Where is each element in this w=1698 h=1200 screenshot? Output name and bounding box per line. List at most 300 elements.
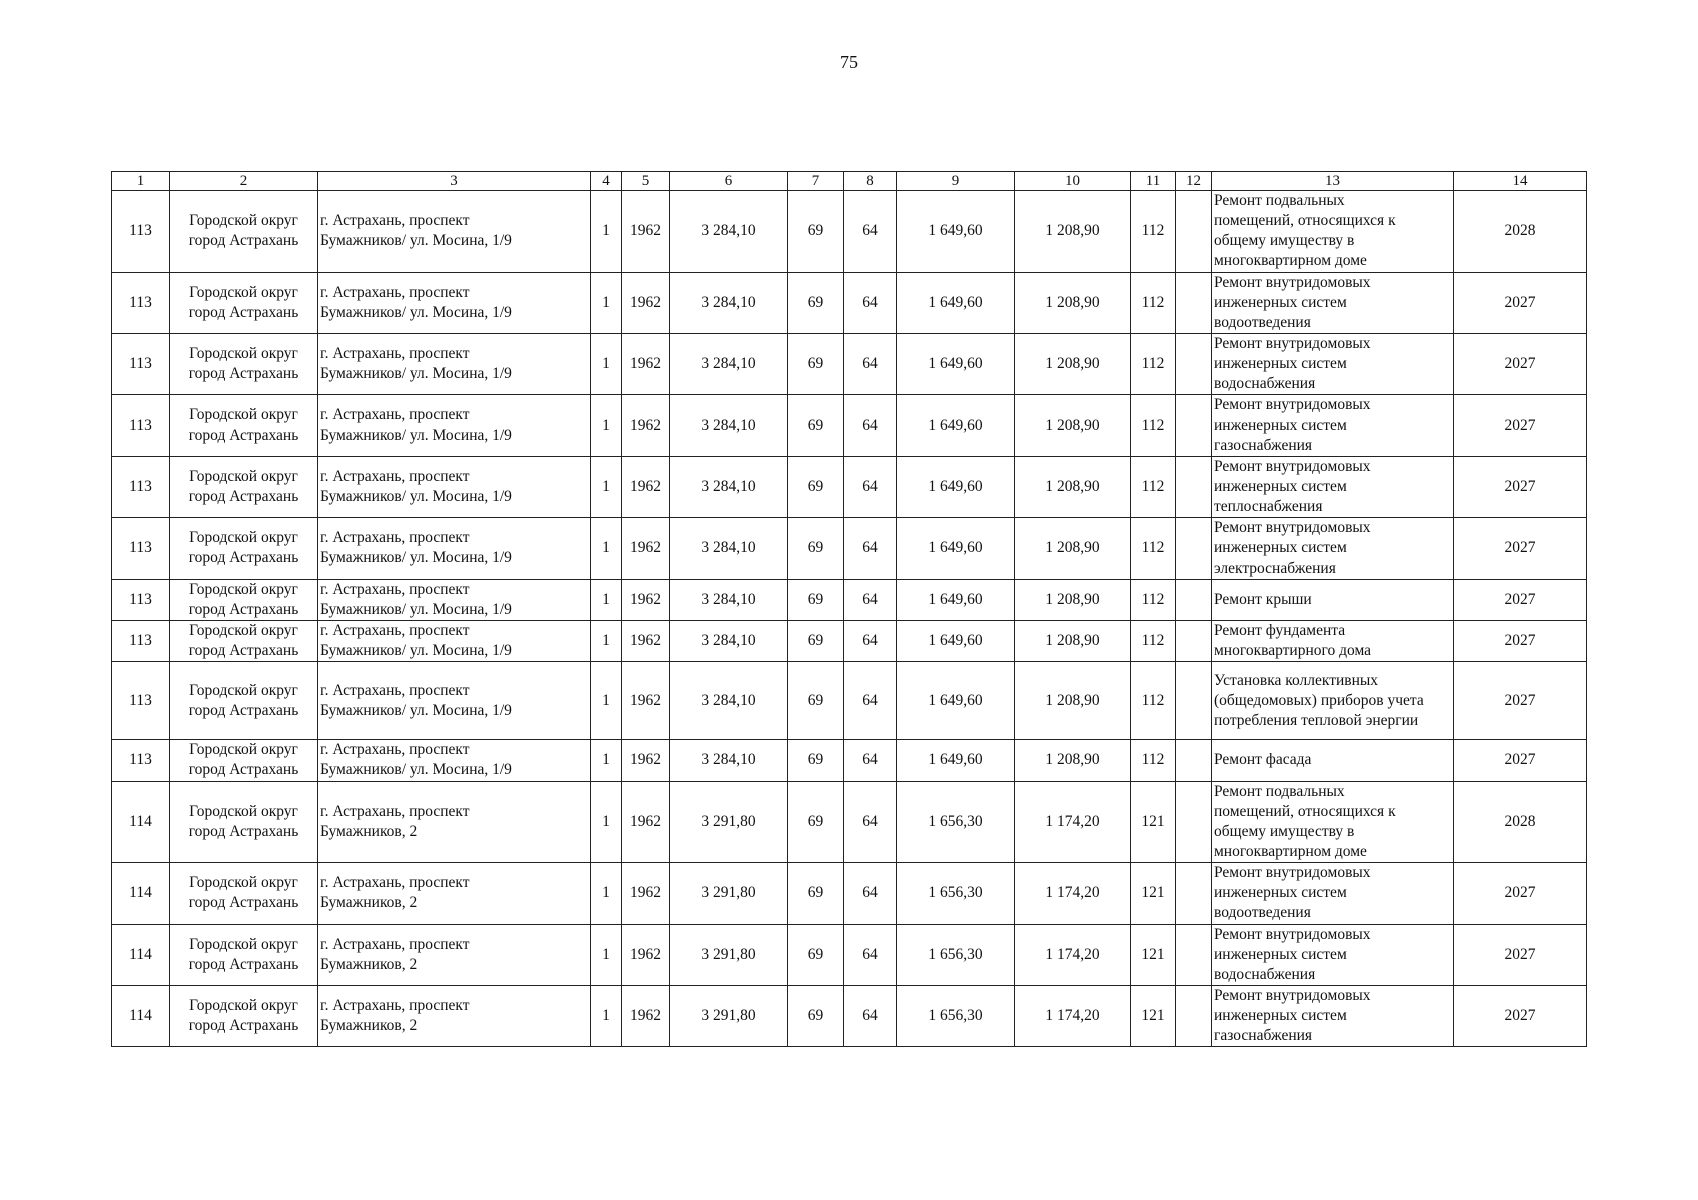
cell-municipality	[170, 620, 318, 661]
cell-work-type-line-1: Ремонт внутридомовых	[1214, 986, 1371, 1004]
cell-address-line-2: Бумажников/ ул. Мосина, 1/9	[320, 303, 512, 321]
cell-planned-year: 2027	[1454, 985, 1587, 1046]
cell-work-type-line-1: Ремонт внутридомовых	[1214, 273, 1371, 291]
cell-row-number: 114	[112, 924, 170, 985]
cell-col-8: 64	[844, 740, 897, 781]
cell-col-4: 1	[591, 863, 622, 924]
cell-address-line-1: г. Астрахань, проспект	[320, 283, 470, 301]
cell-address	[318, 740, 591, 781]
cell-col-7: 69	[788, 985, 844, 1046]
cell-col-10: 1 174,20	[1015, 781, 1131, 863]
cell-planned-year: 2027	[1454, 924, 1587, 985]
column-header-10: 10	[1015, 172, 1131, 191]
table-row	[112, 191, 1587, 273]
column-header-9: 9	[897, 172, 1015, 191]
cell-work-type	[1212, 620, 1454, 661]
cell-col-11: 121	[1131, 924, 1176, 985]
cell-work-type	[1212, 740, 1454, 781]
cell-address-line-1: г. Астрахань, проспект	[320, 406, 470, 424]
cell-work-type-line-1: Ремонт фасада	[1214, 751, 1312, 769]
cell-address	[318, 518, 591, 579]
cell-col-12	[1176, 924, 1212, 985]
cell-address-line-2: Бумажников/ ул. Мосина, 1/9	[320, 549, 512, 567]
cell-col-11: 112	[1131, 579, 1176, 620]
cell-work-type-line-3: водоотведения	[1214, 313, 1311, 331]
column-header-2: 2	[170, 172, 318, 191]
cell-col-4: 1	[591, 518, 622, 579]
cell-municipality-line-1: Городской округ	[189, 580, 298, 598]
cell-municipality	[170, 395, 318, 456]
cell-col-9: 1 649,60	[897, 333, 1015, 394]
cell-municipality-line-1: Городской округ	[189, 212, 298, 230]
cell-year: 1962	[622, 662, 670, 740]
cell-year: 1962	[622, 191, 670, 273]
column-header-4: 4	[591, 172, 622, 191]
cell-col-6: 3 284,10	[670, 518, 788, 579]
cell-work-type	[1212, 191, 1454, 273]
cell-work-type-line-3: водоснабжения	[1214, 375, 1316, 393]
cell-col-9: 1 656,30	[897, 863, 1015, 924]
cell-planned-year: 2027	[1454, 272, 1587, 333]
cell-col-6: 3 291,80	[670, 781, 788, 863]
cell-work-type-line-2: многоквартирного дома	[1214, 642, 1372, 660]
cell-municipality-line-2: город Астрахань	[188, 426, 299, 444]
cell-col-8: 64	[844, 863, 897, 924]
cell-col-7: 69	[788, 740, 844, 781]
cell-work-type-line-2: инженерных систем	[1214, 293, 1347, 311]
cell-work-type-line-3: водоотведения	[1214, 904, 1311, 922]
cell-work-type-line-4: многоквартирном доме	[1214, 252, 1367, 270]
cell-work-type-line-3: общему имуществу в	[1214, 822, 1355, 840]
table-row	[112, 272, 1587, 333]
cell-address	[318, 662, 591, 740]
column-header-8: 8	[844, 172, 897, 191]
cell-col-10: 1 208,90	[1015, 191, 1131, 273]
cell-municipality-line-2: город Астрахань	[188, 822, 299, 840]
cell-address-line-2: Бумажников, 2	[320, 1017, 418, 1035]
cell-address-line-1: г. Астрахань, проспект	[320, 621, 470, 639]
column-header-14: 14	[1454, 172, 1587, 191]
cell-col-10: 1 208,90	[1015, 456, 1131, 517]
cell-year: 1962	[622, 740, 670, 781]
cell-col-9: 1 656,30	[897, 924, 1015, 985]
cell-col-12	[1176, 272, 1212, 333]
cell-col-4: 1	[591, 985, 622, 1046]
cell-planned-year: 2027	[1454, 333, 1587, 394]
cell-row-number: 113	[112, 620, 170, 661]
table-row	[112, 781, 1587, 863]
cell-col-4: 1	[591, 924, 622, 985]
cell-col-9: 1 649,60	[897, 395, 1015, 456]
cell-col-6: 3 284,10	[670, 620, 788, 661]
cell-col-8: 64	[844, 191, 897, 273]
cell-year: 1962	[622, 781, 670, 863]
cell-work-type-line-2: (общедомовых) приборов учета	[1214, 691, 1424, 709]
cell-municipality-line-2: город Астрахань	[188, 365, 299, 383]
cell-col-7: 69	[788, 191, 844, 273]
cell-municipality-line-1: Городской округ	[189, 283, 298, 301]
cell-address	[318, 456, 591, 517]
cell-work-type	[1212, 985, 1454, 1046]
cell-address	[318, 333, 591, 394]
cell-municipality-line-1: Городской округ	[189, 406, 298, 424]
cell-municipality-line-1: Городской округ	[189, 529, 298, 547]
cell-municipality-line-2: город Астрахань	[188, 761, 299, 779]
cell-row-number: 114	[112, 985, 170, 1046]
cell-work-type-line-2: инженерных систем	[1214, 1007, 1347, 1025]
cell-work-type	[1212, 333, 1454, 394]
cell-work-type-line-1: Ремонт внутридомовых	[1214, 925, 1371, 943]
cell-work-type-line-3: электроснабжения	[1214, 559, 1336, 577]
column-header-11: 11	[1131, 172, 1176, 191]
cell-col-6: 3 284,10	[670, 456, 788, 517]
cell-address-line-2: Бумажников/ ул. Мосина, 1/9	[320, 761, 512, 779]
table-row	[112, 924, 1587, 985]
column-header-5: 5	[622, 172, 670, 191]
cell-col-11: 112	[1131, 191, 1176, 273]
header-row	[112, 172, 1587, 191]
cell-address	[318, 191, 591, 273]
cell-work-type	[1212, 924, 1454, 985]
cell-year: 1962	[622, 333, 670, 394]
cell-municipality-line-2: город Астрахань	[188, 549, 299, 567]
cell-col-4: 1	[591, 620, 622, 661]
cell-col-9: 1 649,60	[897, 191, 1015, 273]
cell-work-type-line-2: инженерных систем	[1214, 884, 1347, 902]
cell-row-number: 114	[112, 863, 170, 924]
cell-municipality	[170, 863, 318, 924]
cell-work-type	[1212, 863, 1454, 924]
cell-col-10: 1 174,20	[1015, 924, 1131, 985]
cell-col-6: 3 284,10	[670, 333, 788, 394]
cell-municipality	[170, 662, 318, 740]
cell-col-10: 1 208,90	[1015, 272, 1131, 333]
cell-col-9: 1 649,60	[897, 740, 1015, 781]
cell-col-11: 121	[1131, 863, 1176, 924]
cell-col-6: 3 284,10	[670, 740, 788, 781]
cell-municipality-line-1: Городской округ	[189, 935, 298, 953]
cell-col-8: 64	[844, 518, 897, 579]
cell-col-8: 64	[844, 395, 897, 456]
cell-address-line-1: г. Астрахань, проспект	[320, 874, 470, 892]
cell-col-9: 1 649,60	[897, 579, 1015, 620]
cell-col-12	[1176, 518, 1212, 579]
cell-year: 1962	[622, 395, 670, 456]
cell-year: 1962	[622, 924, 670, 985]
cell-planned-year: 2028	[1454, 191, 1587, 273]
cell-planned-year: 2027	[1454, 740, 1587, 781]
cell-col-6: 3 284,10	[670, 272, 788, 333]
cell-col-8: 64	[844, 333, 897, 394]
cell-year: 1962	[622, 272, 670, 333]
cell-work-type-line-1: Ремонт внутридомовых	[1214, 519, 1371, 537]
cell-row-number: 113	[112, 579, 170, 620]
cell-address	[318, 781, 591, 863]
cell-address-line-1: г. Астрахань, проспект	[320, 467, 470, 485]
cell-municipality	[170, 985, 318, 1046]
cell-municipality	[170, 272, 318, 333]
cell-planned-year: 2027	[1454, 579, 1587, 620]
cell-work-type	[1212, 456, 1454, 517]
cell-planned-year: 2027	[1454, 456, 1587, 517]
cell-address-line-2: Бумажников, 2	[320, 822, 418, 840]
cell-col-7: 69	[788, 395, 844, 456]
page-number: 75	[840, 52, 858, 72]
cell-col-6: 3 284,10	[670, 395, 788, 456]
cell-address-line-1: г. Астрахань, проспект	[320, 580, 470, 598]
cell-address-line-1: г. Астрахань, проспект	[320, 345, 470, 363]
cell-municipality	[170, 191, 318, 273]
cell-work-type	[1212, 518, 1454, 579]
cell-year: 1962	[622, 620, 670, 661]
cell-col-11: 112	[1131, 272, 1176, 333]
cell-work-type-line-3: теплоснабжения	[1214, 498, 1323, 516]
cell-col-6: 3 284,10	[670, 191, 788, 273]
cell-work-type-line-2: инженерных систем	[1214, 539, 1347, 557]
cell-col-11: 112	[1131, 456, 1176, 517]
cell-col-11: 112	[1131, 333, 1176, 394]
cell-year: 1962	[622, 518, 670, 579]
cell-row-number: 113	[112, 740, 170, 781]
cell-work-type-line-2: помещений, относящихся к	[1214, 212, 1396, 230]
cell-address-line-1: г. Астрахань, проспект	[320, 529, 470, 547]
cell-col-10: 1 208,90	[1015, 395, 1131, 456]
cell-municipality	[170, 518, 318, 579]
cell-work-type-line-3: газоснабжения	[1214, 436, 1313, 454]
cell-address-line-1: г. Астрахань, проспект	[320, 802, 470, 820]
table-row	[112, 863, 1587, 924]
column-header-3: 3	[318, 172, 591, 191]
cell-col-10: 1 208,90	[1015, 662, 1131, 740]
cell-col-8: 64	[844, 662, 897, 740]
cell-municipality-line-2: город Астрахань	[188, 642, 299, 660]
cell-municipality	[170, 924, 318, 985]
cell-municipality-line-1: Городской округ	[189, 996, 298, 1014]
cell-col-7: 69	[788, 620, 844, 661]
cell-municipality	[170, 333, 318, 394]
cell-address	[318, 620, 591, 661]
cell-planned-year: 2027	[1454, 518, 1587, 579]
cell-work-type-line-1: Установка коллективных	[1214, 671, 1379, 689]
cell-work-type	[1212, 395, 1454, 456]
cell-col-12	[1176, 620, 1212, 661]
cell-col-11: 112	[1131, 395, 1176, 456]
cell-planned-year: 2028	[1454, 781, 1587, 863]
cell-work-type-line-4: многоквартирном доме	[1214, 842, 1367, 860]
cell-work-type-line-1: Ремонт фундамента	[1214, 621, 1346, 639]
cell-col-9: 1 649,60	[897, 662, 1015, 740]
cell-col-9: 1 649,60	[897, 272, 1015, 333]
cell-municipality-line-2: город Астрахань	[188, 600, 299, 618]
cell-col-11: 112	[1131, 740, 1176, 781]
cell-work-type-line-3: газоснабжения	[1214, 1027, 1313, 1045]
cell-work-type-line-1: Ремонт внутридомовых	[1214, 334, 1371, 352]
cell-col-7: 69	[788, 579, 844, 620]
cell-address-line-1: г. Астрахань, проспект	[320, 681, 470, 699]
registry-table	[111, 171, 1587, 1047]
cell-municipality-line-2: город Астрахань	[188, 955, 299, 973]
cell-col-9: 1 649,60	[897, 620, 1015, 661]
cell-planned-year: 2027	[1454, 662, 1587, 740]
cell-col-7: 69	[788, 333, 844, 394]
cell-planned-year: 2027	[1454, 620, 1587, 661]
cell-col-4: 1	[591, 579, 622, 620]
cell-municipality-line-1: Городской округ	[189, 621, 298, 639]
table-row	[112, 662, 1587, 740]
cell-row-number: 113	[112, 662, 170, 740]
cell-col-8: 64	[844, 924, 897, 985]
cell-col-6: 3 291,80	[670, 985, 788, 1046]
cell-municipality-line-1: Городской округ	[189, 467, 298, 485]
cell-work-type-line-2: инженерных систем	[1214, 945, 1347, 963]
cell-col-12	[1176, 985, 1212, 1046]
cell-col-10: 1 174,20	[1015, 863, 1131, 924]
cell-address-line-1: г. Астрахань, проспект	[320, 741, 470, 759]
cell-address-line-1: г. Астрахань, проспект	[320, 996, 470, 1014]
cell-work-type-line-1: Ремонт внутридомовых	[1214, 396, 1371, 414]
cell-col-9: 1 656,30	[897, 781, 1015, 863]
table-body	[112, 191, 1587, 1047]
cell-address	[318, 863, 591, 924]
cell-municipality-line-1: Городской округ	[189, 874, 298, 892]
table-row	[112, 333, 1587, 394]
cell-col-12	[1176, 579, 1212, 620]
cell-col-8: 64	[844, 620, 897, 661]
cell-row-number: 113	[112, 395, 170, 456]
cell-col-7: 69	[788, 456, 844, 517]
cell-col-4: 1	[591, 395, 622, 456]
cell-col-4: 1	[591, 662, 622, 740]
cell-address-line-2: Бумажников/ ул. Мосина, 1/9	[320, 232, 512, 250]
cell-work-type-line-2: инженерных систем	[1214, 355, 1347, 373]
cell-col-12	[1176, 333, 1212, 394]
cell-municipality	[170, 740, 318, 781]
cell-planned-year: 2027	[1454, 863, 1587, 924]
cell-municipality	[170, 781, 318, 863]
cell-municipality-line-2: город Астрахань	[188, 303, 299, 321]
cell-address-line-2: Бумажников, 2	[320, 955, 418, 973]
cell-row-number: 113	[112, 518, 170, 579]
cell-col-8: 64	[844, 781, 897, 863]
cell-municipality-line-1: Городской округ	[189, 681, 298, 699]
cell-col-11: 112	[1131, 662, 1176, 740]
cell-address	[318, 272, 591, 333]
cell-address-line-2: Бумажников/ ул. Мосина, 1/9	[320, 488, 512, 506]
cell-address-line-2: Бумажников, 2	[320, 894, 418, 912]
column-header-1: 1	[112, 172, 170, 191]
cell-address-line-1: г. Астрахань, проспект	[320, 212, 470, 230]
cell-work-type-line-3: общему имуществу в	[1214, 232, 1355, 250]
cell-year: 1962	[622, 863, 670, 924]
table-row	[112, 456, 1587, 517]
cell-address-line-2: Бумажников/ ул. Мосина, 1/9	[320, 600, 512, 618]
column-header-13: 13	[1212, 172, 1454, 191]
cell-municipality-line-1: Городской округ	[189, 741, 298, 759]
table-row	[112, 395, 1587, 456]
cell-col-7: 69	[788, 518, 844, 579]
cell-col-6: 3 291,80	[670, 863, 788, 924]
cell-municipality-line-2: город Астрахань	[188, 894, 299, 912]
cell-work-type	[1212, 662, 1454, 740]
cell-col-12	[1176, 191, 1212, 273]
cell-col-7: 69	[788, 781, 844, 863]
column-header-7: 7	[788, 172, 844, 191]
cell-work-type-line-2: инженерных систем	[1214, 477, 1347, 495]
cell-work-type-line-3: потребления тепловой энергии	[1214, 711, 1419, 729]
cell-work-type-line-2: помещений, относящихся к	[1214, 802, 1396, 820]
cell-municipality	[170, 456, 318, 517]
cell-work-type	[1212, 781, 1454, 863]
cell-planned-year: 2027	[1454, 395, 1587, 456]
cell-col-4: 1	[591, 740, 622, 781]
cell-year: 1962	[622, 985, 670, 1046]
cell-col-4: 1	[591, 456, 622, 517]
cell-municipality-line-1: Городской округ	[189, 345, 298, 363]
cell-col-8: 64	[844, 985, 897, 1046]
cell-address-line-2: Бумажников/ ул. Мосина, 1/9	[320, 426, 512, 444]
cell-col-9: 1 656,30	[897, 985, 1015, 1046]
cell-address	[318, 395, 591, 456]
cell-col-10: 1 208,90	[1015, 333, 1131, 394]
cell-address-line-2: Бумажников/ ул. Мосина, 1/9	[320, 365, 512, 383]
cell-address	[318, 985, 591, 1046]
cell-row-number: 113	[112, 456, 170, 517]
cell-col-8: 64	[844, 272, 897, 333]
cell-col-8: 64	[844, 456, 897, 517]
cell-col-12	[1176, 740, 1212, 781]
cell-col-7: 69	[788, 662, 844, 740]
cell-col-11: 121	[1131, 985, 1176, 1046]
cell-work-type	[1212, 272, 1454, 333]
cell-work-type	[1212, 579, 1454, 620]
cell-col-11: 121	[1131, 781, 1176, 863]
cell-col-10: 1 208,90	[1015, 740, 1131, 781]
cell-row-number: 114	[112, 781, 170, 863]
cell-col-6: 3 284,10	[670, 662, 788, 740]
cell-municipality-line-2: город Астрахань	[188, 701, 299, 719]
column-header-6: 6	[670, 172, 788, 191]
cell-work-type-line-3: водоснабжения	[1214, 965, 1316, 983]
cell-col-12	[1176, 456, 1212, 517]
cell-municipality-line-2: город Астрахань	[188, 232, 299, 250]
cell-col-6: 3 284,10	[670, 579, 788, 620]
cell-col-12	[1176, 662, 1212, 740]
cell-col-10: 1 208,90	[1015, 579, 1131, 620]
table-row	[112, 620, 1587, 661]
cell-address	[318, 579, 591, 620]
cell-municipality	[170, 579, 318, 620]
cell-col-9: 1 649,60	[897, 518, 1015, 579]
cell-address-line-2: Бумажников/ ул. Мосина, 1/9	[320, 642, 512, 660]
cell-col-4: 1	[591, 781, 622, 863]
cell-col-4: 1	[591, 191, 622, 273]
cell-municipality-line-2: город Астрахань	[188, 488, 299, 506]
cell-col-10: 1 208,90	[1015, 518, 1131, 579]
table-row	[112, 985, 1587, 1046]
cell-col-4: 1	[591, 272, 622, 333]
cell-row-number: 113	[112, 191, 170, 273]
cell-address-line-1: г. Астрахань, проспект	[320, 935, 470, 953]
cell-work-type-line-2: инженерных систем	[1214, 416, 1347, 434]
cell-year: 1962	[622, 456, 670, 517]
cell-col-9: 1 649,60	[897, 456, 1015, 517]
cell-year: 1962	[622, 579, 670, 620]
cell-col-12	[1176, 781, 1212, 863]
cell-municipality-line-2: город Астрахань	[188, 1017, 299, 1035]
cell-work-type-line-1: Ремонт внутридомовых	[1214, 864, 1371, 882]
cell-col-7: 69	[788, 272, 844, 333]
table-row	[112, 518, 1587, 579]
